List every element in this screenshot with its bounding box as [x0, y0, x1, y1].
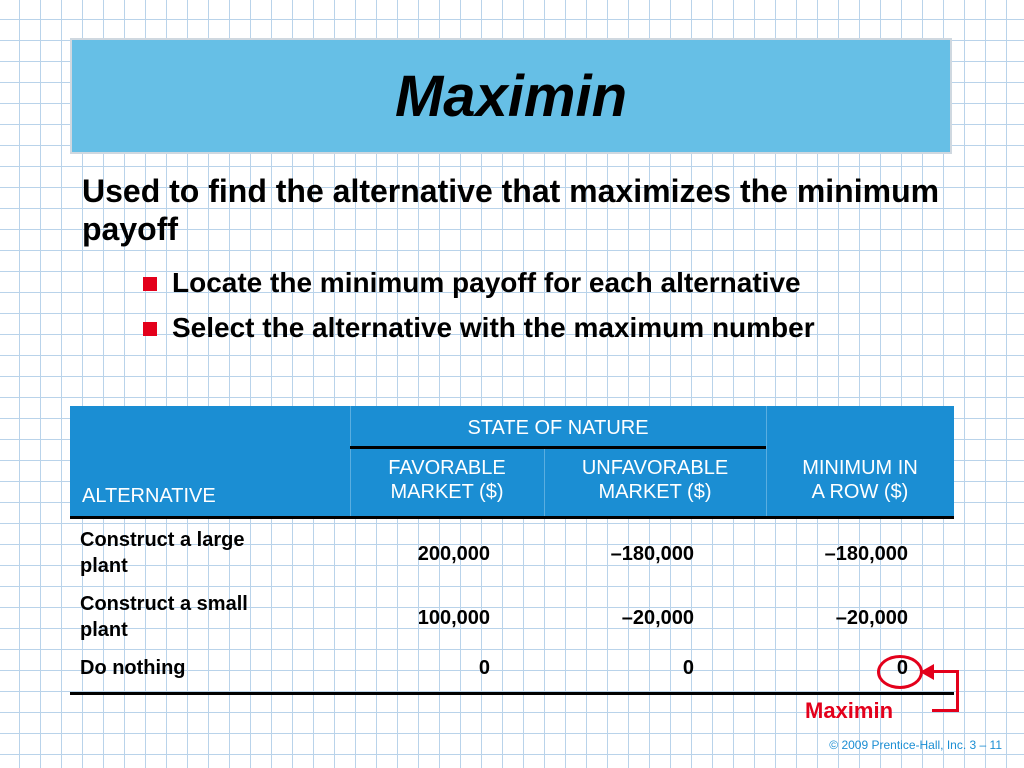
- table-row: [70, 519, 954, 585]
- cell-minimum: 0: [896, 657, 908, 679]
- footer-copyright: © 2009 Prentice-Hall, Inc. 3 – 11: [829, 738, 1002, 752]
- table-header: [70, 406, 954, 519]
- bracket-line: [932, 709, 959, 712]
- cell-unfavorable: 0: [682, 657, 694, 679]
- table-bottom-rule: [70, 692, 954, 695]
- table-row: [70, 651, 954, 691]
- maximin-annotation: Maximin: [805, 698, 894, 723]
- bullet-item: [140, 266, 960, 299]
- row-alternative: Construct a small plant: [80, 593, 248, 641]
- bullet-item: [140, 311, 960, 344]
- intro-text: Used to find the alternative that maximizes the minimum payoff: [82, 173, 940, 247]
- header-minimum: MINIMUM IN A ROW ($): [802, 457, 918, 503]
- cell-unfavorable: –180,000: [610, 543, 694, 565]
- payoff-table: [70, 406, 954, 691]
- cell-minimum: –180,000: [824, 543, 908, 565]
- cell-favorable: 200,000: [417, 543, 490, 565]
- row-alternative: Do nothing: [80, 657, 186, 679]
- bracket-line: [956, 670, 959, 712]
- table-row: [70, 585, 954, 651]
- cell-favorable: 100,000: [417, 607, 490, 629]
- maximin-highlight-circle: [877, 655, 923, 689]
- bullet-text: Select the alternative with the maximum number: [172, 312, 815, 343]
- square-bullet-icon: [143, 322, 157, 336]
- cell-favorable: 0: [478, 657, 490, 679]
- bullet-list: [140, 266, 960, 356]
- bullet-text: Locate the minimum payoff for each alternative: [172, 267, 801, 298]
- cell-minimum: –20,000: [835, 607, 908, 629]
- header-state-of-nature: STATE OF NATURE: [467, 417, 649, 439]
- header-alternative: ALTERNATIVE: [82, 485, 216, 507]
- header-favorable: FAVORABLE MARKET ($): [388, 457, 506, 503]
- slide-title: Maximin: [394, 63, 628, 129]
- header-unfavorable: UNFAVORABLE MARKET ($): [581, 457, 729, 503]
- cell-unfavorable: –20,000: [621, 607, 694, 629]
- arrow-head-icon: [920, 664, 934, 680]
- square-bullet-icon: [143, 277, 157, 291]
- title-banner: [70, 38, 952, 154]
- row-alternative: Construct a large plant: [80, 529, 245, 577]
